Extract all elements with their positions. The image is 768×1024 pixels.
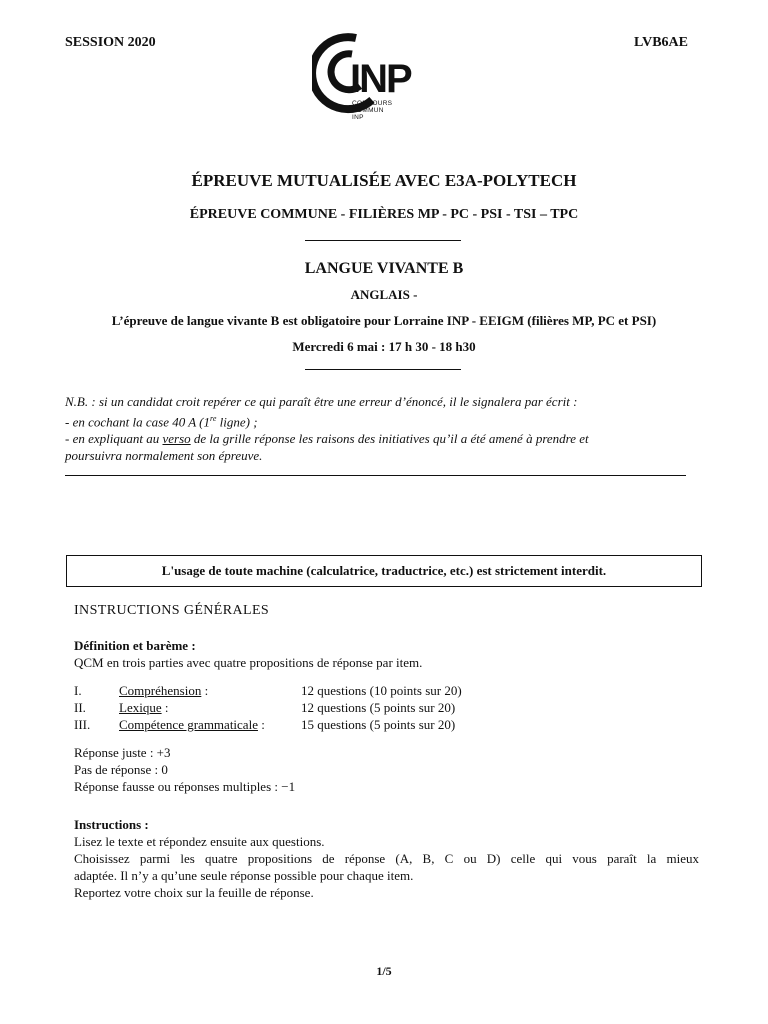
main-title: ÉPREUVE MUTUALISÉE AVEC E3A-POLYTECH [191, 171, 577, 190]
language-title: ANGLAIS - [350, 287, 418, 302]
instructions-line: Choisissez parmi les quatre propositions de réponse (A, B, C ou D) celle qui vous paraît la mieux [74, 851, 699, 866]
part-name: Lexique : [119, 700, 169, 715]
scoring-line: Pas de réponse : 0 [74, 762, 168, 777]
part-questions: 12 questions (5 points sur 20) [301, 700, 456, 715]
mandatory-notice: L’épreuve de langue vivante B est obligatoire pour Lorraine INP - EEIGM (filières MP, PC et PSI) [111, 313, 657, 328]
instructions-text [74, 833, 699, 901]
nb-paragraph [65, 393, 715, 464]
part-number: III. [74, 717, 91, 732]
logo-caption-line: CONCOURS [352, 100, 393, 107]
logo-caption-line: COMMUN [352, 107, 384, 114]
part-number: I. [74, 683, 82, 698]
divider [305, 369, 461, 370]
common-exam-title: ÉPREUVE COMMUNE - FILIÈRES MP - PC - PSI - TSI – TPC [189, 207, 579, 222]
nb-line: poursuivra normalement son épreuve. [65, 448, 263, 464]
subject-title: LANGUE VIVANTE B [304, 260, 464, 277]
logo-caption [352, 100, 392, 121]
page-number: 1/5 [376, 964, 392, 978]
scoring-line: Réponse juste : +3 [74, 745, 171, 760]
instructions-label: Instructions : [74, 817, 149, 832]
definition-label: Définition et barème : [74, 638, 196, 653]
exam-code: LVB6AE [634, 35, 688, 50]
instructions-heading: INSTRUCTIONS GÉNÉRALES [74, 603, 270, 618]
logo-letters: INP [350, 57, 411, 101]
part-questions: 12 questions (10 points sur 20) [301, 683, 462, 698]
exam-date: Mercredi 6 mai : 17 h 30 - 18 h30 [292, 339, 476, 354]
instructions-line: Reportez votre choix sur la feuille de réponse. [74, 885, 314, 900]
part-questions: 15 questions (5 points sur 20) [301, 717, 456, 732]
part-name: Compréhension : [119, 683, 209, 698]
divider [305, 240, 461, 241]
definition-text: QCM en trois parties avec quatre propositions de réponse par item. [74, 655, 423, 670]
nb-line: - en cochant la case 40 A (1re ligne) ; [65, 414, 258, 430]
nb-line: N.B. : si un candidat croit repérer ce qui paraît être une erreur d’énoncé, il le signalera par écrit : [65, 394, 578, 409]
scoring-list [74, 744, 295, 795]
divider [65, 475, 686, 476]
part-name: Compétence grammaticale : [119, 717, 265, 732]
machine-ban-notice: L'usage de toute machine (calculatrice, traductrice, etc.) est strictement interdit. [66, 555, 702, 587]
logo-caption-line: INP [352, 114, 364, 121]
instructions-line: Lisez le texte et répondez ensuite aux questions. [74, 834, 325, 849]
part-number: II. [74, 700, 86, 715]
session-label: SESSION 2020 [65, 35, 156, 50]
instructions-line: adaptée. Il n’y a qu’une seule réponse possible pour chaque item. [74, 868, 414, 883]
nb-line: - en expliquant au verso de la grille réponse les raisons des initiatives qu’il a été amené à prendre et [65, 431, 589, 447]
scoring-line: Réponse fausse ou réponses multiples : −1 [74, 779, 296, 794]
